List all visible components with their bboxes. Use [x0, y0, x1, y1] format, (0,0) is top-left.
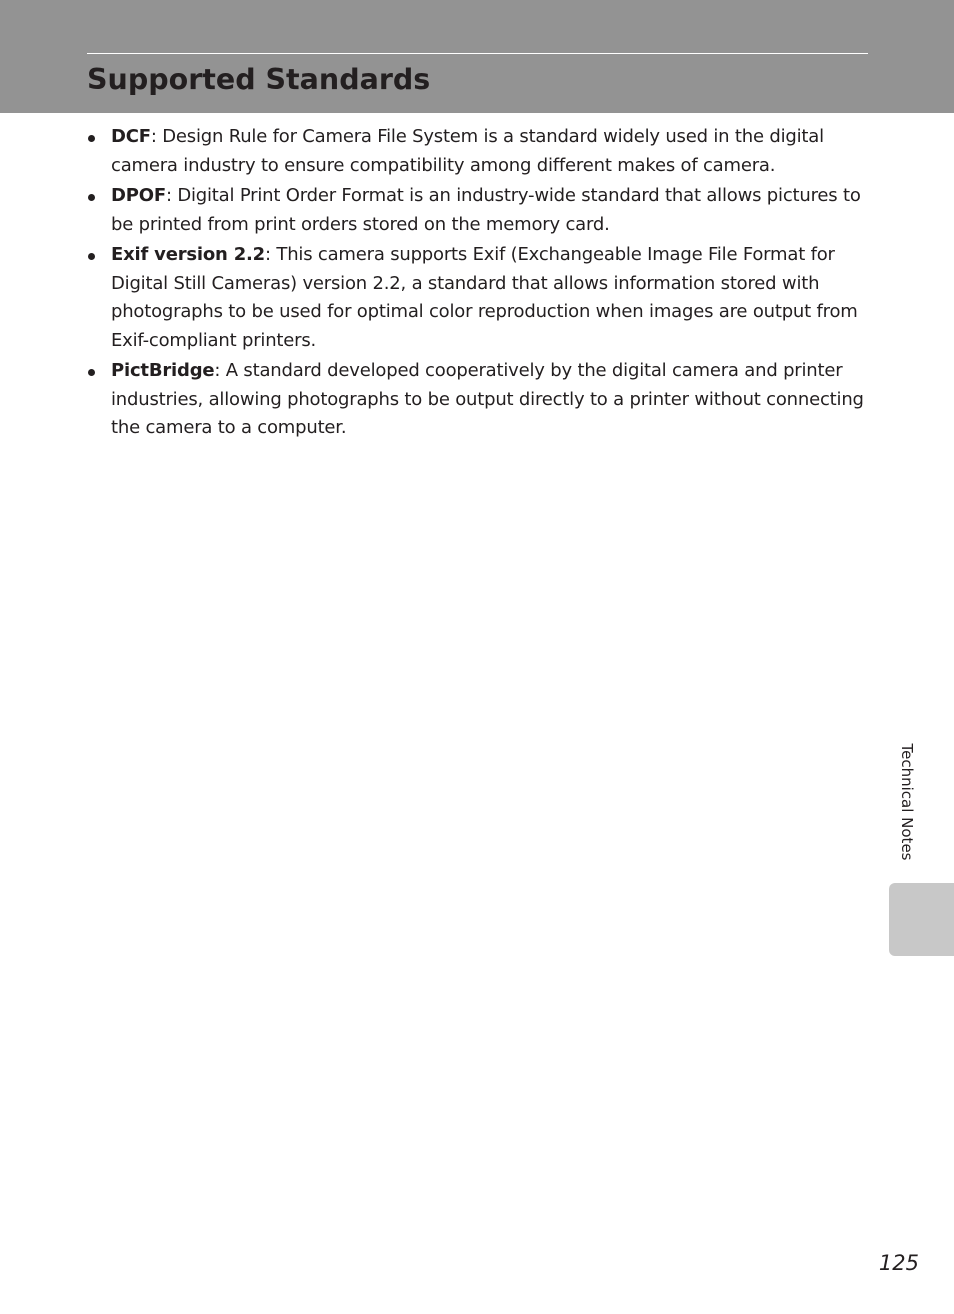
term-dcf: DCF	[111, 126, 151, 147]
term-pictbridge: PictBridge	[111, 360, 215, 381]
description-pictbridge: : A standard developed cooperatively by the digital camera and printer industries, allowing photographs to be output directly to a printer without connecting the camera to a computer.	[111, 360, 864, 438]
section-tab-label: Technical Notes	[898, 743, 916, 861]
header-rule	[87, 53, 868, 54]
description-exif: : This camera supports Exif (Exchangeable Image File Format for Digital Still Cameras) version 2.2, a standard that allows information stored with photographs to be used for optimal color reproduction when images are output from Exif-compliant printers.	[111, 244, 858, 351]
bullet-icon	[88, 194, 95, 201]
list-item-pictbridge	[87, 357, 871, 443]
description-dpof: : Digital Print Order Format is an industry-wide standard that allows pictures to be printed from print orders stored on the memory card.	[111, 185, 861, 235]
section-tab[interactable]	[889, 883, 954, 956]
bullet-icon	[88, 135, 95, 142]
list-item-dcf	[87, 123, 871, 180]
standards-list	[87, 123, 871, 445]
bullet-icon	[88, 369, 95, 376]
description-dcf: : Design Rule for Camera File System is a standard widely used in the digital camera industry to ensure compatibility among different makes of camera.	[111, 126, 824, 176]
term-exif: Exif version 2.2	[111, 244, 266, 265]
bullet-icon	[88, 253, 95, 260]
page-title: Supported Standards	[87, 63, 431, 96]
header-band	[0, 0, 954, 113]
page-number: 125	[878, 1251, 919, 1275]
term-dpof: DPOF	[111, 185, 166, 206]
list-item-exif	[87, 241, 871, 355]
list-item-dpof	[87, 182, 871, 239]
